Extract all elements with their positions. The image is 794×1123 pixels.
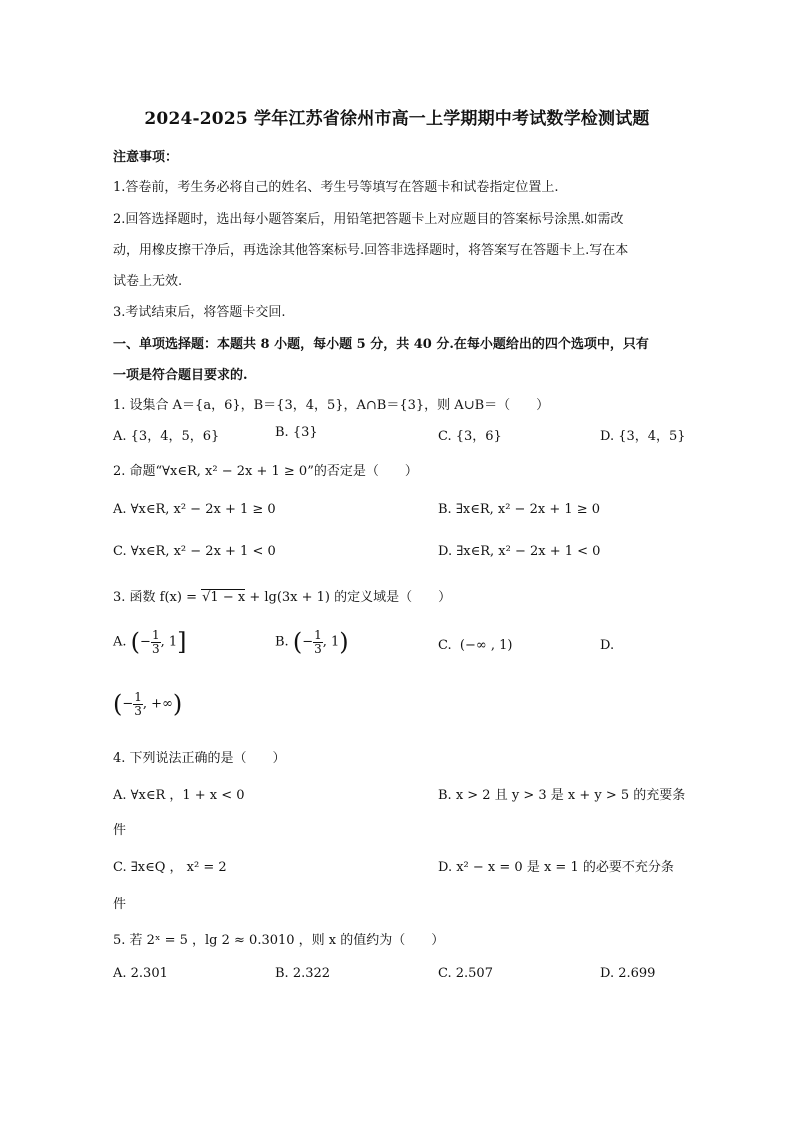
q3-option-b-tail: , 1 [322, 634, 340, 650]
q1-option-c: C. {3，6} [438, 429, 502, 444]
q3-stem [113, 586, 451, 605]
q3-option-d: (− $\frac{1}{3}$ , +∞) [113, 689, 183, 718]
q3-option-a: A. (− $\frac{1}{3}$ , 1] [113, 627, 187, 656]
q4-option-c: C. ∃x∈Q ， x² = 2 [113, 860, 227, 875]
q1-stem: 1. 设集合 A＝{a，6}，B＝{3，4，5}，A∩B＝{3}，则 A∪B＝（ ） [113, 398, 550, 413]
q4-stem: 4. 下列说法正确的是（ ） [113, 751, 286, 766]
bracket-close: ] [177, 628, 187, 656]
q4-option-d-line-2: 件 [113, 897, 127, 912]
paren-open: ( [113, 690, 123, 718]
q2-option-d: D. ∃x∈R, x² − 2x + 1 < 0 [438, 544, 601, 559]
paren-close: ) [339, 628, 349, 656]
q5-option-d: D. 2.699 [600, 966, 656, 981]
section-1-heading-line-2: 一项是符合题目要求的. [113, 368, 248, 383]
q2-option-b: B. ∃x∈R, x² − 2x + 1 ≥ 0 [438, 502, 601, 517]
q3-option-c-label: C. [438, 638, 452, 653]
fraction-denominator: 3 [314, 641, 322, 656]
q4-option-b-line-1: B. x > 2 且 y > 3 是 x + y > 5 的充要条 [438, 788, 686, 803]
q4-option-a: A. ∀x∈R ，1 + x < 0 [113, 788, 245, 803]
fraction [313, 629, 323, 656]
paren-close: ) [172, 690, 183, 718]
q3-stem-pre: 3. 函数 f(x) = [113, 590, 202, 605]
section-1-heading-line-1: 一、单项选择题：本题共 8 小题，每小题 5 分，共 40 分.在每小题给出的四个选项中，只有 [113, 337, 649, 352]
paren-open: ( [292, 628, 303, 656]
q3-option-a-label: A. [113, 634, 127, 650]
q3-stem-post: + lg(3x + 1) 的定义域是（ ） [245, 590, 452, 605]
notice-item-3: 3.考试结束后，将答题卡交回. [113, 305, 286, 320]
q3-option-b-label: B. [275, 634, 289, 650]
fraction [151, 629, 161, 656]
fraction-numerator: 1 [151, 627, 160, 642]
q3-option-c [438, 638, 512, 653]
q3-option-d-tail: , +∞ [142, 696, 173, 712]
q1-option-b: B. {3} [275, 425, 318, 440]
fraction [133, 691, 143, 718]
q5-option-c: C. 2.507 [438, 966, 493, 981]
fraction-numerator: 1 [314, 627, 322, 642]
page-title: 2024-2025 学年江苏省徐州市高一上学期期中考试数学检测试题 [144, 109, 650, 129]
q3-option-b: B. (− $\frac{1}{3}$ , 1) [275, 627, 349, 656]
q1-option-d: D. {3，4，5} [600, 429, 686, 444]
notice-item-1: 1.答卷前，考生务必将自己的姓名、考生号等填写在答题卡和试卷指定位置上. [113, 180, 559, 195]
fraction-denominator: 3 [134, 703, 142, 718]
q3-stem-sqrt: √1 − x [202, 590, 246, 605]
q5-option-a: A. 2.301 [113, 966, 168, 981]
q4-option-b-line-2: 件 [113, 823, 127, 838]
fraction-denominator: 3 [151, 641, 160, 656]
q2-stem: 2. 命题“∀x∈R, x² − 2x + 1 ≥ 0”的否定是（ ） [113, 464, 418, 479]
q4-option-d-line-1: D. x² − x = 0 是 x = 1 的必要不充分条 [438, 860, 674, 875]
q3-option-c-value: (−∞ , 1) [459, 638, 513, 653]
q2-option-c: C. ∀x∈R, x² − 2x + 1 < 0 [113, 544, 276, 559]
q5-option-b: B. 2.322 [275, 966, 331, 981]
notice-heading: 注意事项： [113, 150, 179, 165]
q3-option-a-tail: , 1 [160, 634, 178, 650]
q5-stem: 5. 若 2ˣ = 5 ，lg 2 ≈ 0.3010 ，则 x 的值约为（ ） [113, 933, 445, 948]
q3-stem-sqrt-arg: 1 − x [210, 590, 246, 605]
fraction-numerator: 1 [134, 689, 142, 704]
notice-item-2-line-2: 动，用橡皮擦干净后，再选涂其他答案标号.回答非选择题时，将答案写在答题卡上.写在本 [113, 243, 629, 258]
q1-option-a: A. {3，4，5，6} [113, 429, 220, 444]
notice-item-2-line-3: 试卷上无效. [113, 274, 183, 289]
q2-option-a: A. ∀x∈R, x² − 2x + 1 ≥ 0 [113, 502, 276, 517]
q3-option-d-label: D. [600, 638, 615, 653]
notice-item-2-line-1: 2.回答选择题时，选出每小题答案后，用铅笔把答题卡上对应题目的答案标号涂黑.如需改 [113, 212, 624, 227]
paren-open: ( [130, 628, 141, 656]
